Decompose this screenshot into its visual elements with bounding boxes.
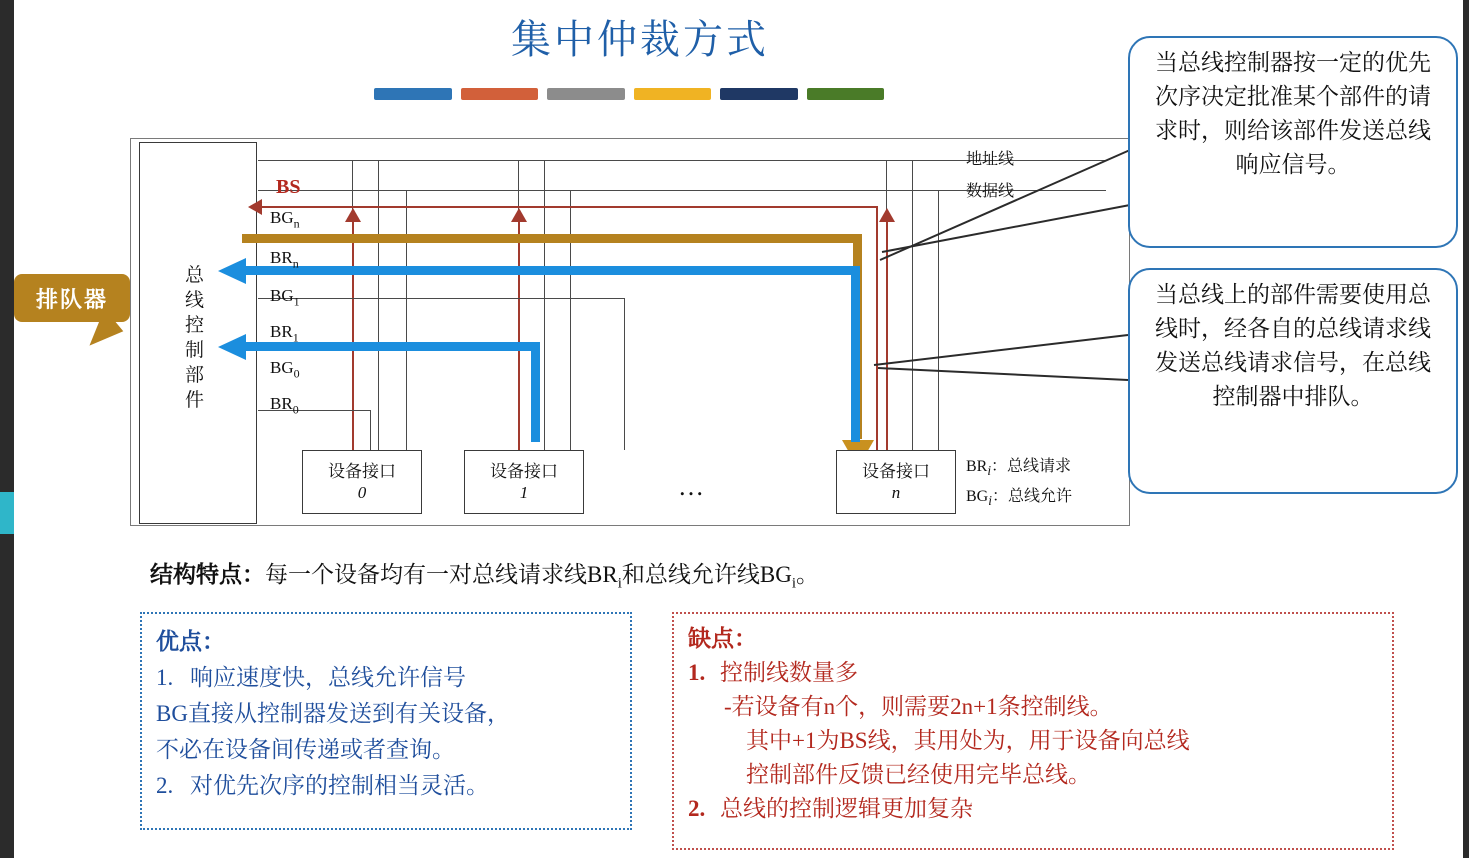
devices-ellipsis: … bbox=[678, 472, 708, 501]
cons-item-3-line-1: 其中+1为BS线，其用处为，用于设备向总线 bbox=[746, 728, 1190, 753]
br1-label: $BR_1$ bbox=[270, 322, 299, 345]
pros-item-1-line-3: 不必在设备间传递或者查询。 bbox=[156, 737, 455, 762]
bg-bus-horizontal bbox=[242, 234, 862, 243]
pros-item-2 bbox=[156, 768, 616, 804]
title-bar-6 bbox=[807, 88, 885, 100]
bus-drop-d0-c bbox=[406, 190, 407, 450]
pros-item-1-number: 1. bbox=[156, 665, 174, 690]
device-0-name: 设备接口 bbox=[328, 462, 396, 481]
title-bar-3 bbox=[547, 88, 625, 100]
bs-signal-label: BS bbox=[276, 176, 301, 198]
device-0-index: 0 bbox=[357, 483, 367, 502]
brn-bus-vertical bbox=[851, 266, 860, 442]
title-bar-5 bbox=[720, 88, 798, 100]
structure-head: 结构特点： bbox=[150, 562, 265, 587]
pros-item-1-line-2: BG直接从控制器发送到有关设备， bbox=[156, 701, 510, 726]
brn-bus-horizontal bbox=[240, 266, 860, 275]
br0-line bbox=[352, 218, 354, 450]
legend-row-br: $BR_i$：总线请求 bbox=[966, 458, 1072, 479]
cons-item-1 bbox=[688, 656, 1378, 690]
br0-step-v bbox=[370, 410, 371, 450]
structure-text-a: 每一个设备均有一对总线请求线BR bbox=[265, 562, 618, 587]
bg0-label: $BG_0$ bbox=[270, 358, 300, 381]
bgn-label: $BG_n$ bbox=[270, 208, 300, 231]
structure-text-b: 和总线允许线BG bbox=[621, 562, 792, 587]
device-n-index: n bbox=[891, 483, 901, 502]
right-edge-bar bbox=[1463, 0, 1469, 858]
device-interface-0 bbox=[302, 450, 422, 514]
callout-leader-lines bbox=[860, 130, 1140, 470]
bg1-label: $BG_1$ bbox=[270, 286, 300, 309]
address-bus-label: 地址线 bbox=[966, 151, 1015, 168]
queue-callout: 排队器 bbox=[14, 274, 130, 322]
left-edge-bar bbox=[0, 0, 14, 858]
br1-line bbox=[518, 218, 520, 450]
title-bar-2 bbox=[461, 88, 539, 100]
pros-item-1-line-1: 响应速度快，总线允许信号 bbox=[190, 665, 466, 690]
cons-item-1-line-1: 控制线数量多 bbox=[720, 660, 858, 685]
cons-box bbox=[672, 612, 1394, 850]
cons-item-3-line-2: 控制部件反馈已经使用完毕总线。 bbox=[746, 762, 1091, 787]
cons-item-4-number: 2. bbox=[688, 796, 706, 821]
brn-label: $BR_n$ bbox=[270, 248, 299, 271]
br1-arrow-icon bbox=[511, 208, 527, 224]
device-interface-1 bbox=[464, 450, 584, 514]
cons-item-4 bbox=[688, 792, 1378, 826]
device-1-index: 1 bbox=[519, 483, 529, 502]
cons-item-1-number: 1. bbox=[688, 660, 706, 685]
br1-bus-vertical bbox=[531, 342, 540, 442]
bus-controller-label: 总线控制部件 bbox=[184, 265, 205, 411]
device-1-name: 设备接口 bbox=[490, 462, 558, 481]
br0-label: $BR_0$ bbox=[270, 394, 299, 417]
bus-drop-d0-b bbox=[378, 160, 379, 450]
left-edge-accent bbox=[0, 492, 14, 534]
cons-heading: 缺点： bbox=[688, 626, 757, 651]
title-bar-1 bbox=[374, 88, 452, 100]
data-bus-label: 数据线 bbox=[966, 183, 1015, 200]
pros-item-2-line-1: 对优先次序的控制相当灵活。 bbox=[190, 773, 489, 798]
legend-row-bg: $BG_i$：总线允许 bbox=[966, 488, 1072, 509]
page-title: 集中仲裁方式 bbox=[511, 17, 769, 62]
title-underline-bars bbox=[374, 88, 884, 100]
pros-heading: 优点： bbox=[156, 629, 225, 654]
pros-box bbox=[140, 612, 632, 830]
structure-feature-line bbox=[150, 556, 1250, 593]
callout-request-signal: 当总线上的部件需要使用总线时，经各自的总线请求线发送总线请求信号，在总线控制器中排队。 bbox=[1128, 268, 1458, 494]
bus-drop-d1-b bbox=[544, 160, 545, 450]
pros-item-2-number: 2. bbox=[156, 773, 174, 798]
bg1-line-v bbox=[624, 298, 625, 450]
pros-item-1 bbox=[156, 660, 616, 696]
device-n-name: 设备接口 bbox=[862, 462, 930, 481]
bus-drop-d1-c bbox=[570, 190, 571, 450]
callout-grant-signal: 当总线控制器按一定的优先次序决定批准某个部件的请求时，则给该部件发送总线响应信号。 bbox=[1128, 36, 1458, 248]
br0-arrow-icon bbox=[345, 208, 361, 224]
br1-bus-arrow-icon bbox=[218, 334, 248, 360]
structure-sub-b: i bbox=[791, 575, 796, 592]
structure-text-c: 。 bbox=[795, 562, 819, 587]
bg1-line-h bbox=[258, 298, 624, 299]
cons-item-2-line-1: -若设备有n个，则需要2n+1条控制线。 bbox=[724, 694, 1113, 719]
brn-bus-arrow-icon bbox=[218, 258, 248, 284]
cons-item-4-line-1: 总线的控制逻辑更加复杂 bbox=[720, 796, 973, 821]
bs-arrow-icon bbox=[248, 198, 264, 216]
title-bar-4 bbox=[634, 88, 712, 100]
structure-sub-a: i bbox=[617, 575, 622, 592]
